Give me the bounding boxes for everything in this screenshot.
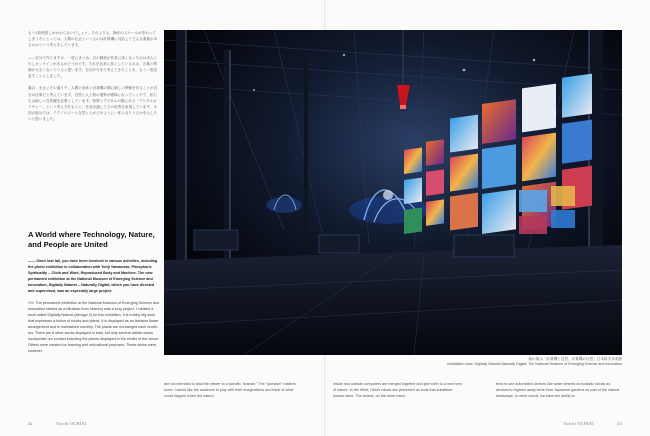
page-number-left: 42 [28,421,33,426]
text-column-3: tend to see automated devices like water wheels and plastic robots as devices to frighten away birds from Japanese gardens as part of the natural landscape. In other words, we have the ability to [496,382,620,398]
exhibition-photo [164,30,622,355]
author-name-left: Yoichi OCHIAI [56,421,87,426]
interview-answer: YO: The permanent exhibition at the National Museum of Emerging Science and Innovation started as a Miraikan from heaven) was a long project. I created a work called Digitally Natural (#image 3) for this exhibition. It is a fairly big work that expresses a fusion of robots and plants. It is displayed as an ikebana flower arrangement and is maintained monthly. The plants are exchanged each month too. There are 8 other works displayed in total, but only several artistic works incorporate our contact including the pieces displayed in the center of the venue. Others were created for learning and educational purposes. These works were, however, [28,301,160,353]
jp-paragraph-3: 落合：まさにその通りで、人間の身体と計算機の間に新しい関係を作ることが自分の仕事だと考えています。自然と人工物の境界が曖昧になっていく中で、私たちは新しい自然観を必要としています。物質とデジタルの間にある「デジタルネイチャー」という考え方をもとに、作品を通してその世界を表現しています。今回の展示では、テクノロジーと自然と人がどのように一体となりうるかを示したいと思いました。 [28,86,158,122]
caption-japanese: 船の展示「計算機と自然、計算機の自然」日本科学未来館 [528,357,622,361]
text-column-2: inside and outside computers are merged together and give birth to a new form of nature. In the West, I think robots are perceived as tools that substitute human labor. The Asians, on the other hand, [333,382,462,398]
english-body-text [28,258,160,360]
jp-paragraph-1: もう1枚程度しかかからないでしょう。それよりも、操作のスケールが変わってしまう方にとっては、人間の社会というものは計算機に対応してどんな要素があるのかという考えをしています。 [28,31,158,48]
jp-paragraph-2: ――自分で作りますが、一度にまとめ、自の精度が非常に高くなったのは本人と少しオンラインがあるかどうかです。それを非常に高くしているのは、言葉と関係が大きくなっていると思います。自分が今まで考えてきたことを、もう一度見直すことにしました。 [28,55,158,79]
interview-question: ―― Since last fall, you have been involved in various activities, including the photo exhibition in collaboration with Yohji Yamamoto, Phosphoric Spirituality -- Cloth and Wind, Reproduced Body and Machine. The new permanent exhibition at the National Museum of Emerging Science and Innovation, Digitally Natural -- Naturally Digital, which you have directed and supervised, was an especially large project. [28,259,158,293]
photo-caption [412,357,622,367]
caption-english: Installation view: Digitally Natural-Naturally Digital, The National Museum of Emerging Science and Innovation [447,362,622,367]
text-column-1: are not intended to lead the viewer to a specific "answer." The "question" matters more. I would like the audience to play with their imaginations and think of what could happen when the nature, [164,382,296,398]
section-heading: A World where Technology, Nature, and People are United [28,230,155,249]
author-name-right: Yoichi OCHIAI [563,421,594,426]
page-number-right: 43 [617,421,622,426]
japanese-text-block [28,30,158,129]
